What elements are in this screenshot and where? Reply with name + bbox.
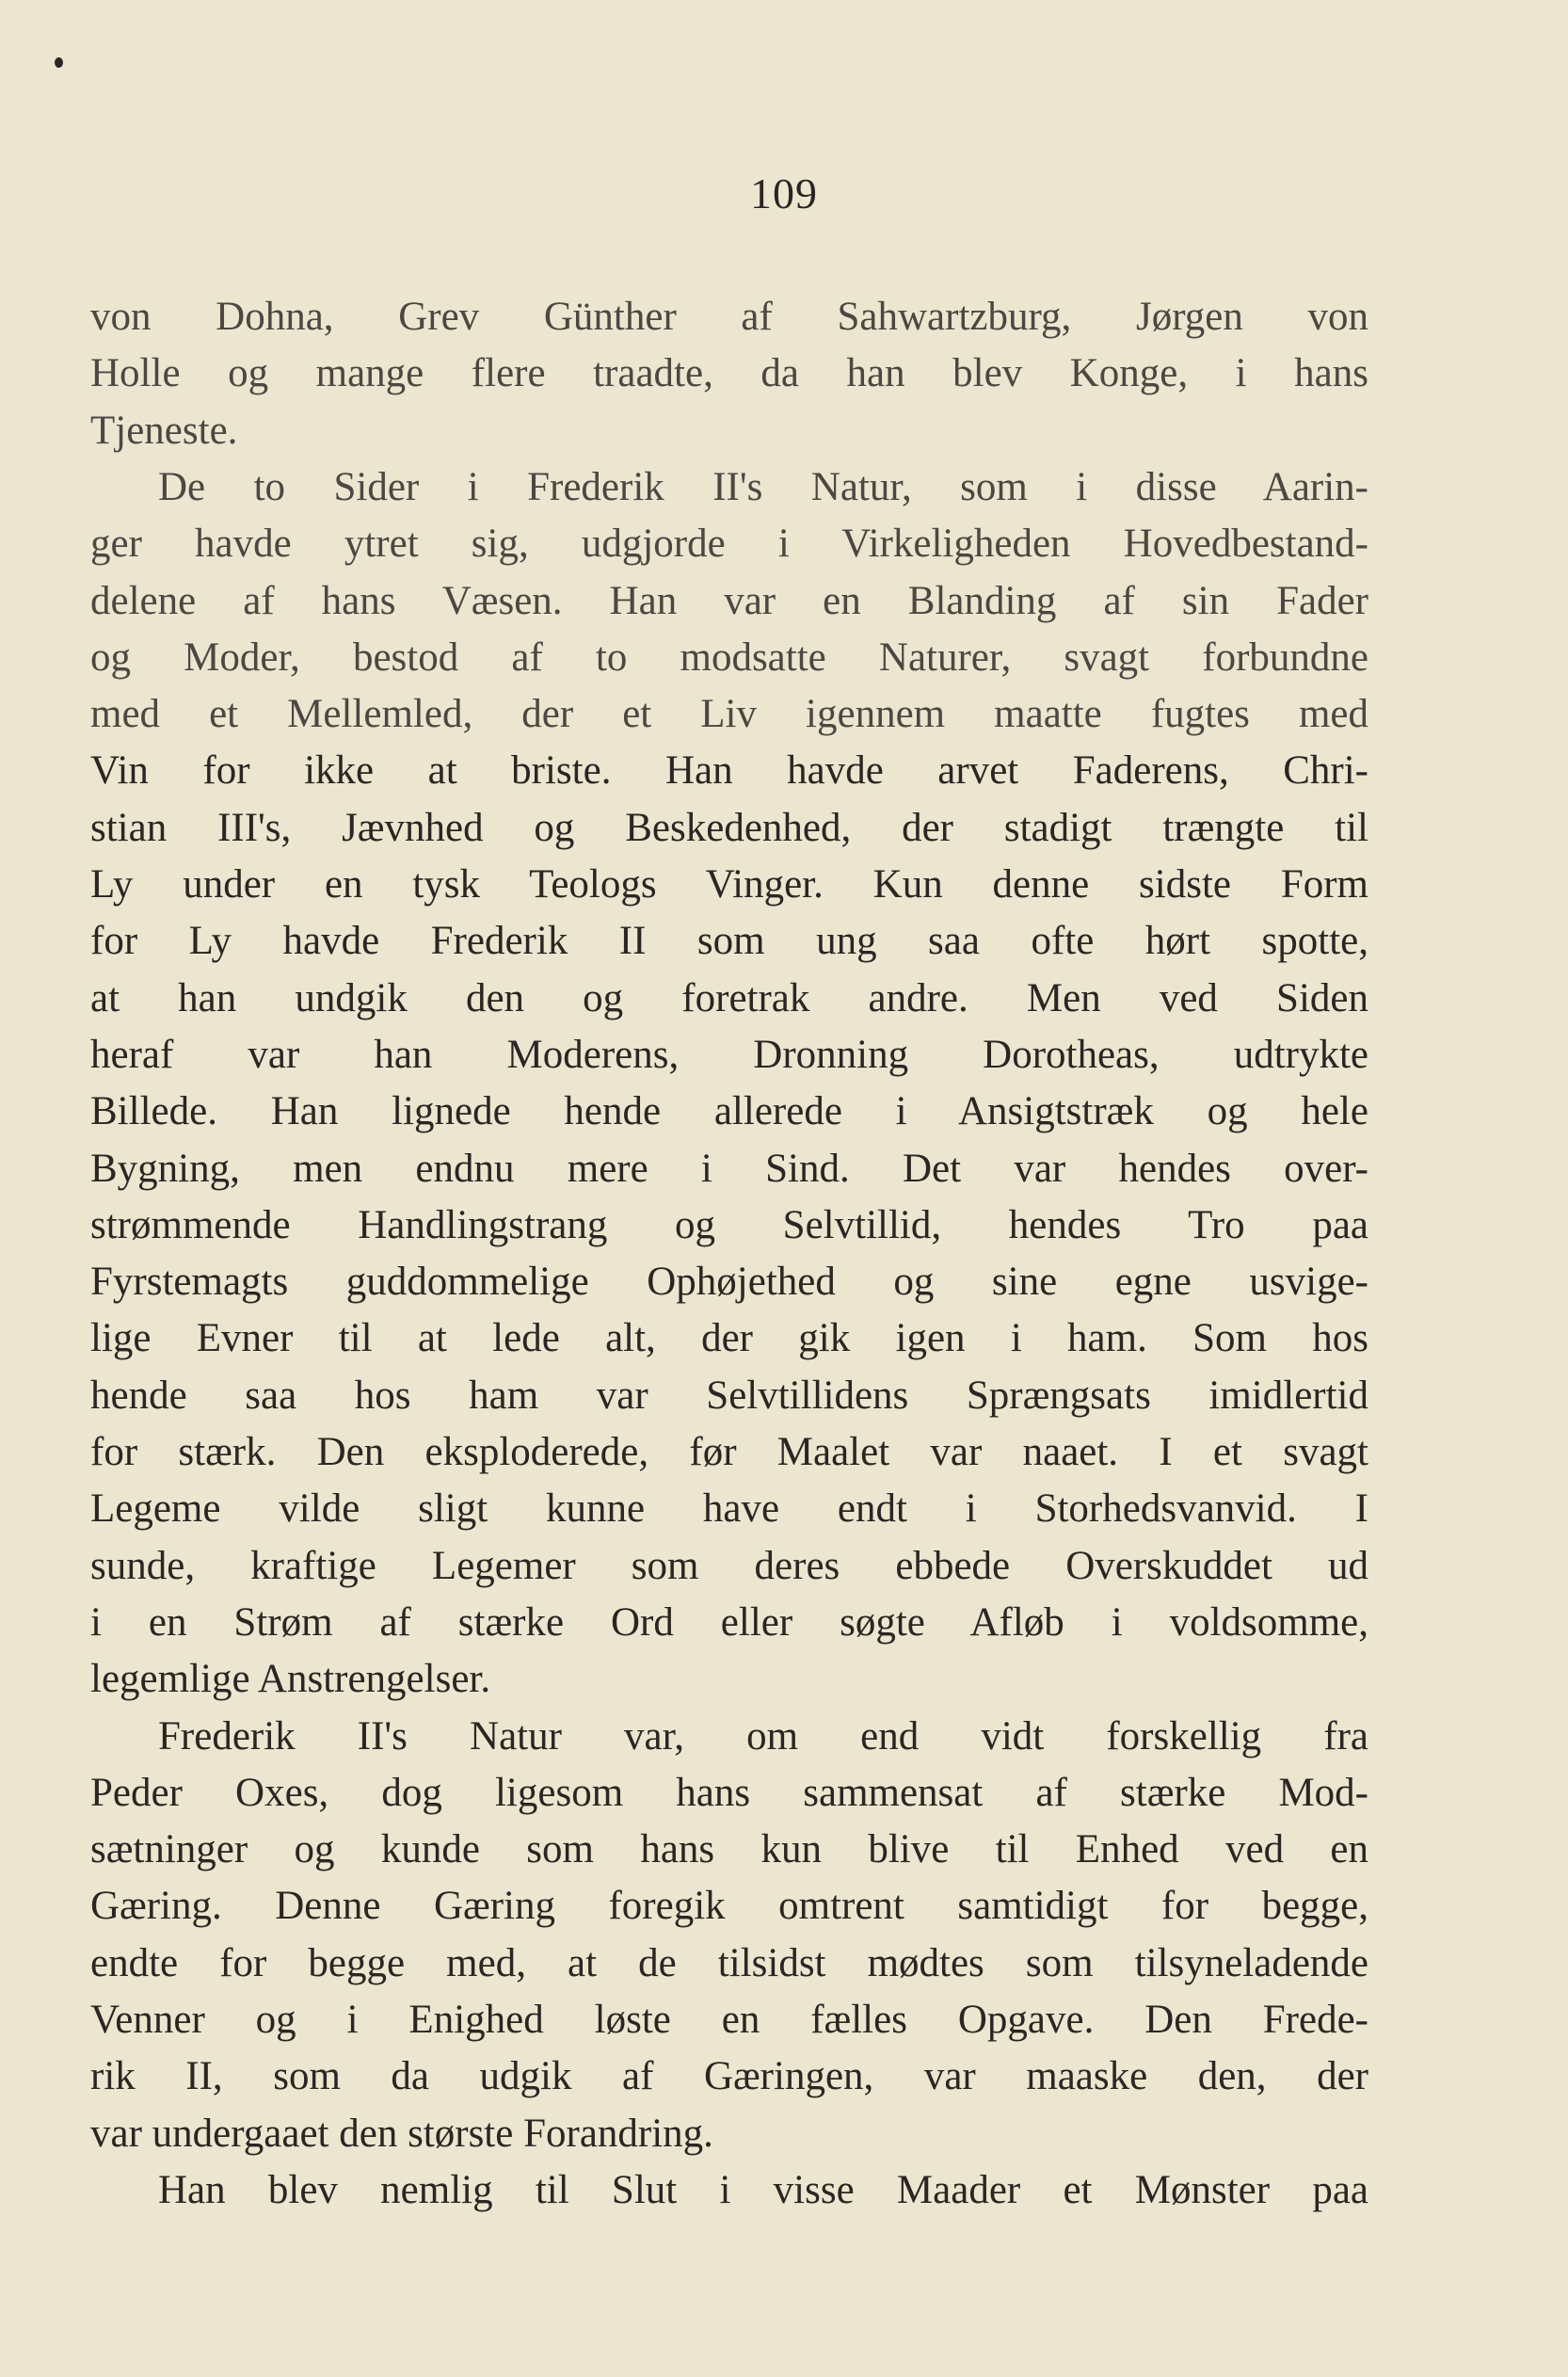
text-line: ger havde ytret sig, udgjorde i Virkeligheden Hovedbestand- — [90, 522, 1368, 567]
text-line: lige Evner til at lede alt, der gik igen i ham. Som hos — [90, 1316, 1368, 1361]
text-line: Legeme vilde sligt kunne have endt i Storhedsvanvid. I — [90, 1486, 1368, 1532]
text-line: hende saa hos ham var Selvtillidens Sprængsats imidlertid — [90, 1373, 1368, 1418]
text-line: rik II, som da udgik af Gæringen, var maaske den, der — [90, 2054, 1368, 2099]
text-line: De to Sider i Frederik II's Natur, som i disse Aarin- — [158, 464, 1368, 509]
text-line: sunde, kraftige Legemer som deres ebbede Overskuddet ud — [90, 1543, 1368, 1588]
text-line: stian III's, Jævnhed og Beskedenhed, der stadigt trængte til — [90, 805, 1368, 850]
text-line: i en Strøm af stærke Ord eller søgte Afløb i voldsomme, — [90, 1599, 1368, 1645]
text-line: var undergaaet den største Forandring. — [90, 2111, 713, 2156]
text-line: legemlige Anstrengelser. — [90, 1657, 491, 1702]
text-line: Bygning, men endnu mere i Sind. Det var hendes over- — [90, 1146, 1368, 1191]
text-line: endte for begge med, at de tilsidst mødtes som tilsyneladende — [90, 1940, 1368, 1985]
text-line: sætninger og kunde som hans kun blive til Enhed ved en — [90, 1827, 1368, 1872]
text-line: Tjeneste. — [90, 408, 238, 453]
ink-speck — [55, 57, 63, 68]
text-line: for stærk. Den eksploderede, før Maalet var naaet. I et svagt — [90, 1430, 1368, 1474]
text-line: Frederik II's Natur var, om end vidt forskellig fra — [158, 1713, 1368, 1759]
text-line: for Ly havde Frederik II som ung saa ofte hørt spotte, — [90, 919, 1368, 964]
text-line: Gæring. Denne Gæring foregik omtrent samtidigt for begge, — [90, 1884, 1368, 1929]
text-line: heraf var han Moderens, Dronning Dorotheas, udtrykte — [90, 1032, 1368, 1077]
text-line: von Dohna, Grev Günther af Sahwartzburg, Jørgen von — [90, 295, 1368, 339]
text-line: Fyrstemagts guddommelige Ophøjethed og sine egne usvige- — [90, 1260, 1368, 1305]
text-line: Ly under en tysk Teologs Vinger. Kun denne sidste Form — [90, 862, 1368, 907]
text-line: strømmende Handlingstrang og Selvtillid, hendes Tro paa — [90, 1202, 1368, 1247]
text-line: at han undgik den og foretrak andre. Men ved Siden — [90, 975, 1368, 1020]
text-line: Vin for ikke at briste. Han havde arvet Faderens, Chri- — [90, 748, 1368, 794]
text-line: Han blev nemlig til Slut i visse Maader et Mønster paa — [158, 2167, 1368, 2212]
text-line: med et Mellemled, der et Liv igennem maatte fugtes med — [90, 692, 1368, 737]
text-line: Billede. Han lignede hende allerede i Ansigtstræk og hele — [90, 1089, 1368, 1134]
text-line: Holle og mange flere traadte, da han blev Konge, i hans — [90, 351, 1368, 396]
text-line: og Moder, bestod af to modsatte Naturer, svagt forbundne — [90, 634, 1368, 680]
page-number: 109 — [750, 169, 818, 217]
text-line: Peder Oxes, dog ligesom hans sammensat af stærke Mod- — [90, 1770, 1368, 1815]
text-line: delene af hans Væsen. Han var en Blanding af sin Fader — [90, 578, 1368, 623]
text-line: Venner og i Enighed løste en fælles Opgave. Den Frede- — [90, 1998, 1368, 2042]
